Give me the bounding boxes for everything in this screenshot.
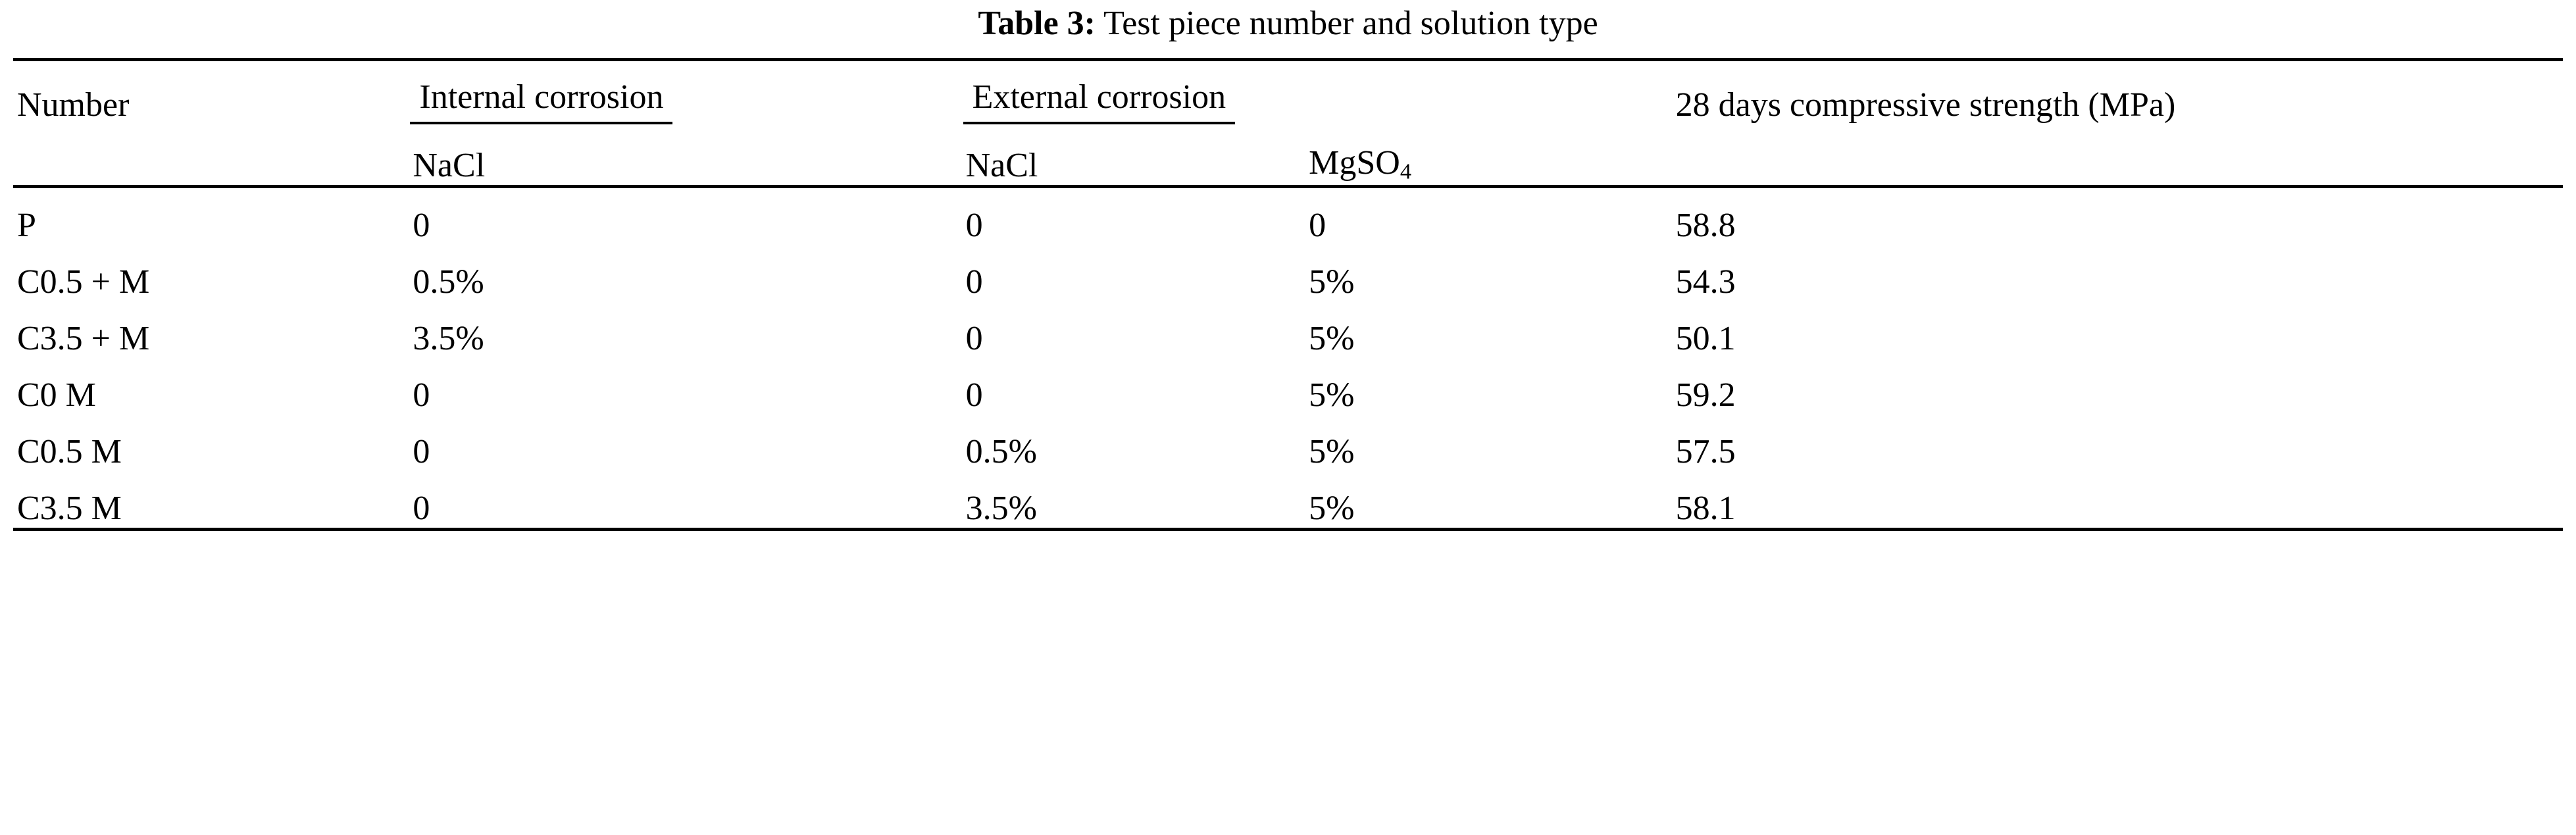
cell-strength: 54.3 [1675,263,1736,301]
header-external-corrosion [963,60,1676,125]
header-number-spacer [13,124,410,187]
cell-strength: 58.8 [1675,207,1736,244]
cell-strength: 57.5 [1675,433,1736,470]
table-row [13,187,2563,245]
table-row [13,471,2563,530]
header-internal-corrosion [410,60,963,125]
cell-internal-nacl: 0 [410,471,963,530]
cell-number: C0 M [17,376,96,414]
cell-external-mgso4: 5% [1306,471,1676,530]
cell-internal-nacl: 0 [413,207,430,244]
table-header-row-primary [13,60,2563,125]
cell-strength: 58.1 [1676,471,2563,530]
header-external-mgso4-text: MgSO [1309,144,1400,182]
cell-number: P [17,207,36,244]
header-internal-corrosion-label: Internal corrosion [410,78,672,124]
header-external-nacl: NaCl [963,124,1307,187]
table-caption [13,0,2563,58]
cell-number: C0.5 + M [17,263,150,301]
cell-external-nacl: 3.5% [963,471,1307,530]
cell-external-mgso4: 0 [1309,207,1326,244]
cell-external-nacl: 0 [965,263,983,301]
table-row [13,415,2563,471]
table-row [13,301,2563,358]
header-external-corrosion-label: External corrosion [963,78,1236,124]
cell-internal-nacl: 3.5% [413,320,484,357]
header-external-mgso4 [1306,124,1676,187]
cell-internal-nacl: 0.5% [413,263,484,301]
data-table [13,58,2563,531]
cell-external-nacl: 0 [965,320,983,357]
cell-external-nacl: 0 [965,207,983,244]
cell-external-nacl: 0 [965,376,983,414]
header-external-mgso4-subscript: 4 [1400,159,1411,184]
header-compressive-strength: 28 days compressive strength (MPa) [1676,60,2563,125]
cell-external-mgso4: 5% [1309,263,1355,301]
cell-external-nacl: 0.5% [965,433,1037,470]
cell-number: C3.5 + M [17,320,150,357]
cell-external-mgso4: 5% [1309,433,1355,470]
header-number: Number [13,60,410,125]
header-strength-spacer [1676,124,2563,187]
cell-external-mgso4: 5% [1309,320,1355,357]
cell-internal-nacl: 0 [413,376,430,414]
cell-internal-nacl: 0 [413,433,430,470]
table-row [13,358,2563,415]
cell-strength: 50.1 [1675,320,1736,357]
header-internal-nacl: NaCl [410,124,963,187]
cell-number: C0.5 M [17,433,122,470]
cell-external-mgso4: 5% [1309,376,1355,414]
table-row [13,245,2563,301]
cell-strength: 59.2 [1675,376,1736,414]
table-caption-label: Table 3: [978,5,1096,42]
table-header-row-secondary [13,124,2563,187]
cell-number: C3.5 M [13,471,410,530]
table-caption-text: Test piece number and solution type [1103,5,1598,42]
